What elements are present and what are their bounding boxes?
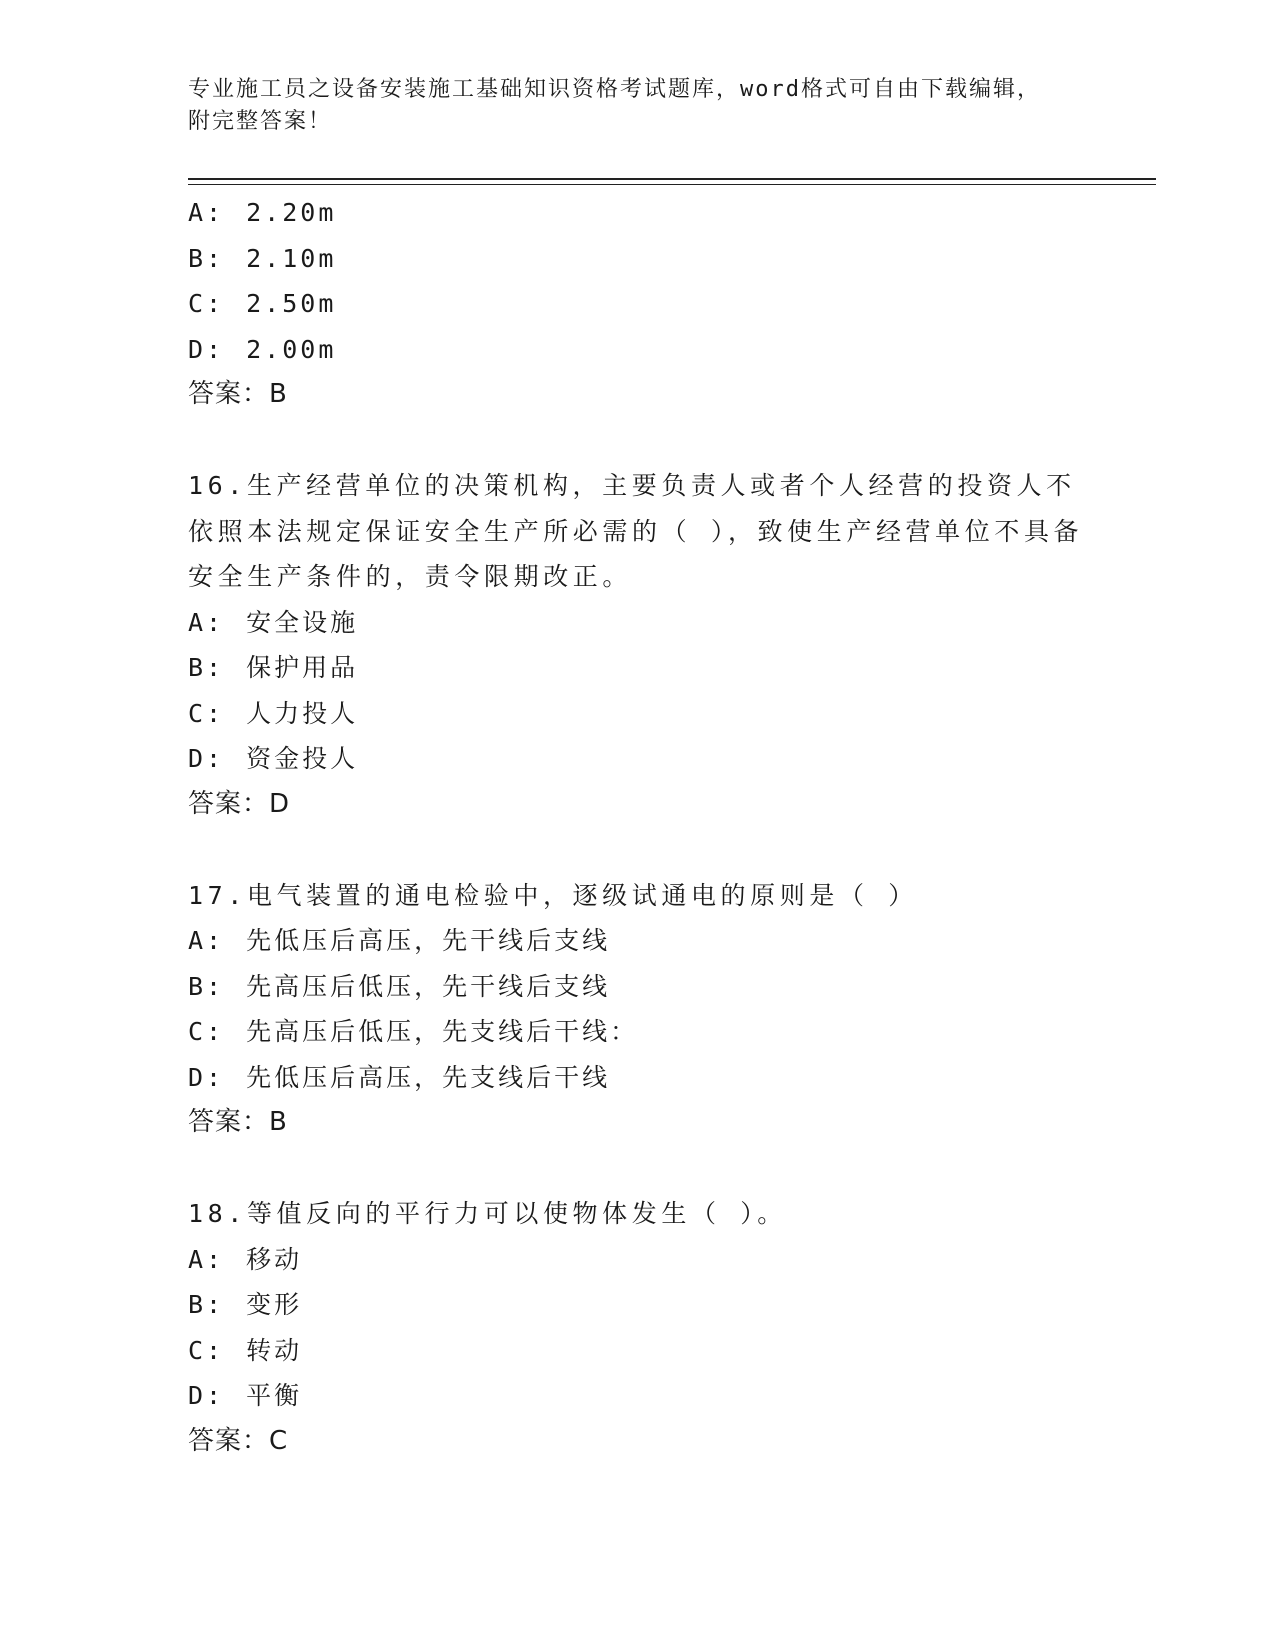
option-d: D: 平衡 (188, 1381, 303, 1410)
answer-line: 答案：C (188, 1425, 289, 1456)
header-title-line-1: 专业施工员之设备安装施工基础知识资格考试题库，word格式可自由下载编辑， (188, 77, 1041, 102)
option-c: C: 先高压后低压，先支线后干线： (188, 1017, 639, 1046)
spacer (188, 1146, 1088, 1192)
answer-line: 答案：D (188, 788, 291, 819)
question-stem: 16.生产经营单位的决策机构，主要负责人或者个人经营的投资人不依照本法规定保证安全生产所必需的（ ），致使生产经营单位不具备安全生产条件的，责令限期改正。 (188, 471, 1084, 591)
question-stem: 17.电气装置的通电检验中，逐级试通电的原则是（ ） (188, 880, 918, 910)
question-list (188, 190, 1088, 1464)
option-a: A: 安全设施 (188, 607, 359, 637)
option-d: D: 先低压后高压，先支线后干线 (188, 1062, 611, 1092)
option-d: D: 2.00m (188, 334, 337, 364)
question-stem: 18.等值反向的平行力可以使物体发生（ ）。 (188, 1199, 787, 1228)
option-b: B: 保护用品 (188, 653, 359, 682)
option-c: C: 2.50m (188, 289, 337, 318)
document-header (188, 74, 1068, 138)
option-c: C: 人力投人 (188, 698, 359, 728)
option-d: D: 资金投人 (188, 744, 359, 773)
option-a: A: 2.20m (188, 198, 337, 227)
option-b: B: 先高压后低压，先干线后支线 (188, 971, 611, 1001)
spacer (188, 418, 1088, 464)
option-a: A: 移动 (188, 1244, 303, 1274)
answer-line: 答案：B (188, 1107, 288, 1137)
header-title-line-2: 附完整答案！ (188, 109, 333, 134)
question-15-block (188, 190, 1088, 418)
option-c: C: 转动 (188, 1335, 303, 1365)
answer-line: 答案：B (188, 379, 288, 409)
option-a: A: 先低压后高压，先干线后支线 (188, 926, 611, 955)
question-18-block (188, 1191, 1088, 1464)
option-b: B: 变形 (188, 1290, 303, 1319)
header-divider (188, 178, 1156, 185)
option-b: B: 2.10m (188, 243, 337, 273)
question-16-block (188, 463, 1088, 827)
question-17-block (188, 873, 1088, 1146)
spacer (188, 827, 1088, 873)
